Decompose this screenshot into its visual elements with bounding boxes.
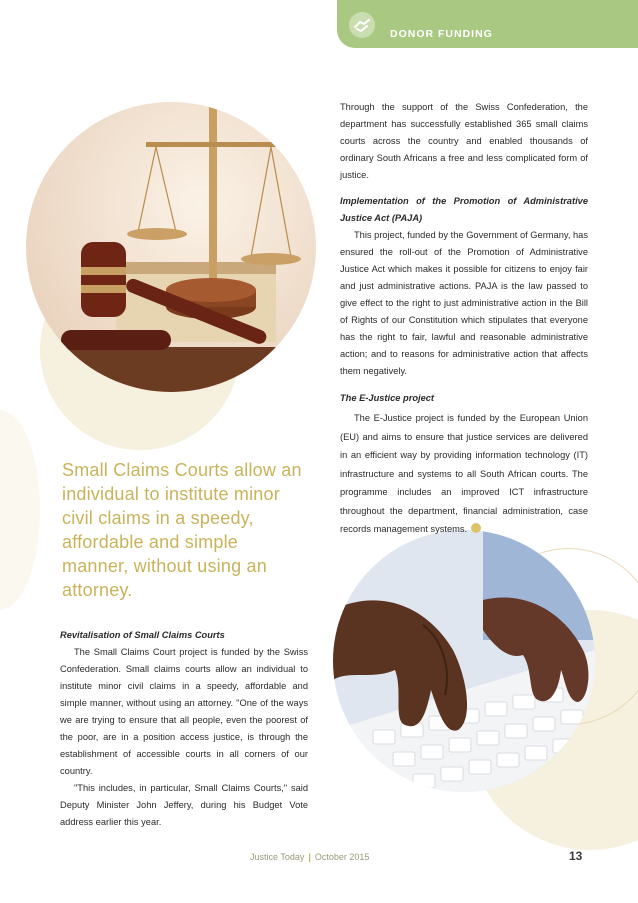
page-number: 13: [569, 849, 583, 863]
revitalisation-section: [60, 627, 308, 831]
intro-text: Through the support of the Swiss Confederation, the department has successfully established 365 small claims courts across the country and enabled thousands of ordinary South Africans a free and less complicated form of justice.: [340, 102, 588, 180]
ejustice-body: The E-Justice project is funded by the European Union (EU) and aims to ensure that justice services are delivered in an efficient way by providing information technology (IT) infrastructure and systems to all South African courts. The programme includes an improved ICT infrastructure throughout the department, financial administration, case records management systems.: [340, 413, 588, 534]
footer: [250, 852, 369, 862]
paja-body: This project, funded by the Government of Germany, has ensured the roll-out of the Promotion of Administrative Justice Act which makes it possible for citizens to enjoy fair and just administrative actions. PAJA is the law passed to give effect to the right to just administrative action in the Bill of Rights of our Constitution which stipulates that everyone has the right to fair, lawful and reasonable administrative action; and to reasons for administrative action that affects them negatively.: [340, 230, 588, 376]
decorative-circle: [0, 410, 40, 610]
gavel-scales-photo: [26, 102, 316, 392]
intro-paragraph: [340, 99, 588, 184]
keyboard-hands-photo: [333, 530, 595, 792]
issue-date: October 2015: [314, 852, 370, 862]
footer-separator: |: [308, 852, 311, 862]
revitalisation-body-2: "This includes, in particular, Small Claims Courts," said Deputy Minister John Jeffery, during his Budget Vote address earlier this year.: [60, 783, 308, 827]
section-label: DONOR FUNDING: [390, 28, 493, 40]
ejustice-section: [340, 390, 588, 539]
publication-name: Justice Today: [250, 852, 305, 862]
revitalisation-body-1: The Small Claims Court project is funded by the Swiss Confederation. Small claims courts allow an individual to institute minor civil claims in a speedy, affordable and simple manner, without using an attorney. "One of the ways we are trying to ensure that all people, even the poorest of the poor, are in a position access justice, is through the establishment of accessible courts in all corners of our country.: [60, 647, 308, 776]
paja-heading: Implementation of the Promotion of Administrative Justice Act (PAJA): [340, 196, 588, 223]
paja-section: [340, 193, 588, 380]
ejustice-heading: The E-Justice project: [340, 393, 435, 403]
revitalisation-heading: Revitalisation of Small Claims Courts: [60, 630, 225, 640]
section-header-tab: [337, 0, 638, 48]
handshake-icon: [349, 12, 375, 38]
pull-quote: Small Claims Courts allow an individual to institute minor civil claims in a speedy, affordable and simple manner, without using an attorney.: [62, 460, 302, 600]
end-bullet-icon: [471, 523, 481, 533]
